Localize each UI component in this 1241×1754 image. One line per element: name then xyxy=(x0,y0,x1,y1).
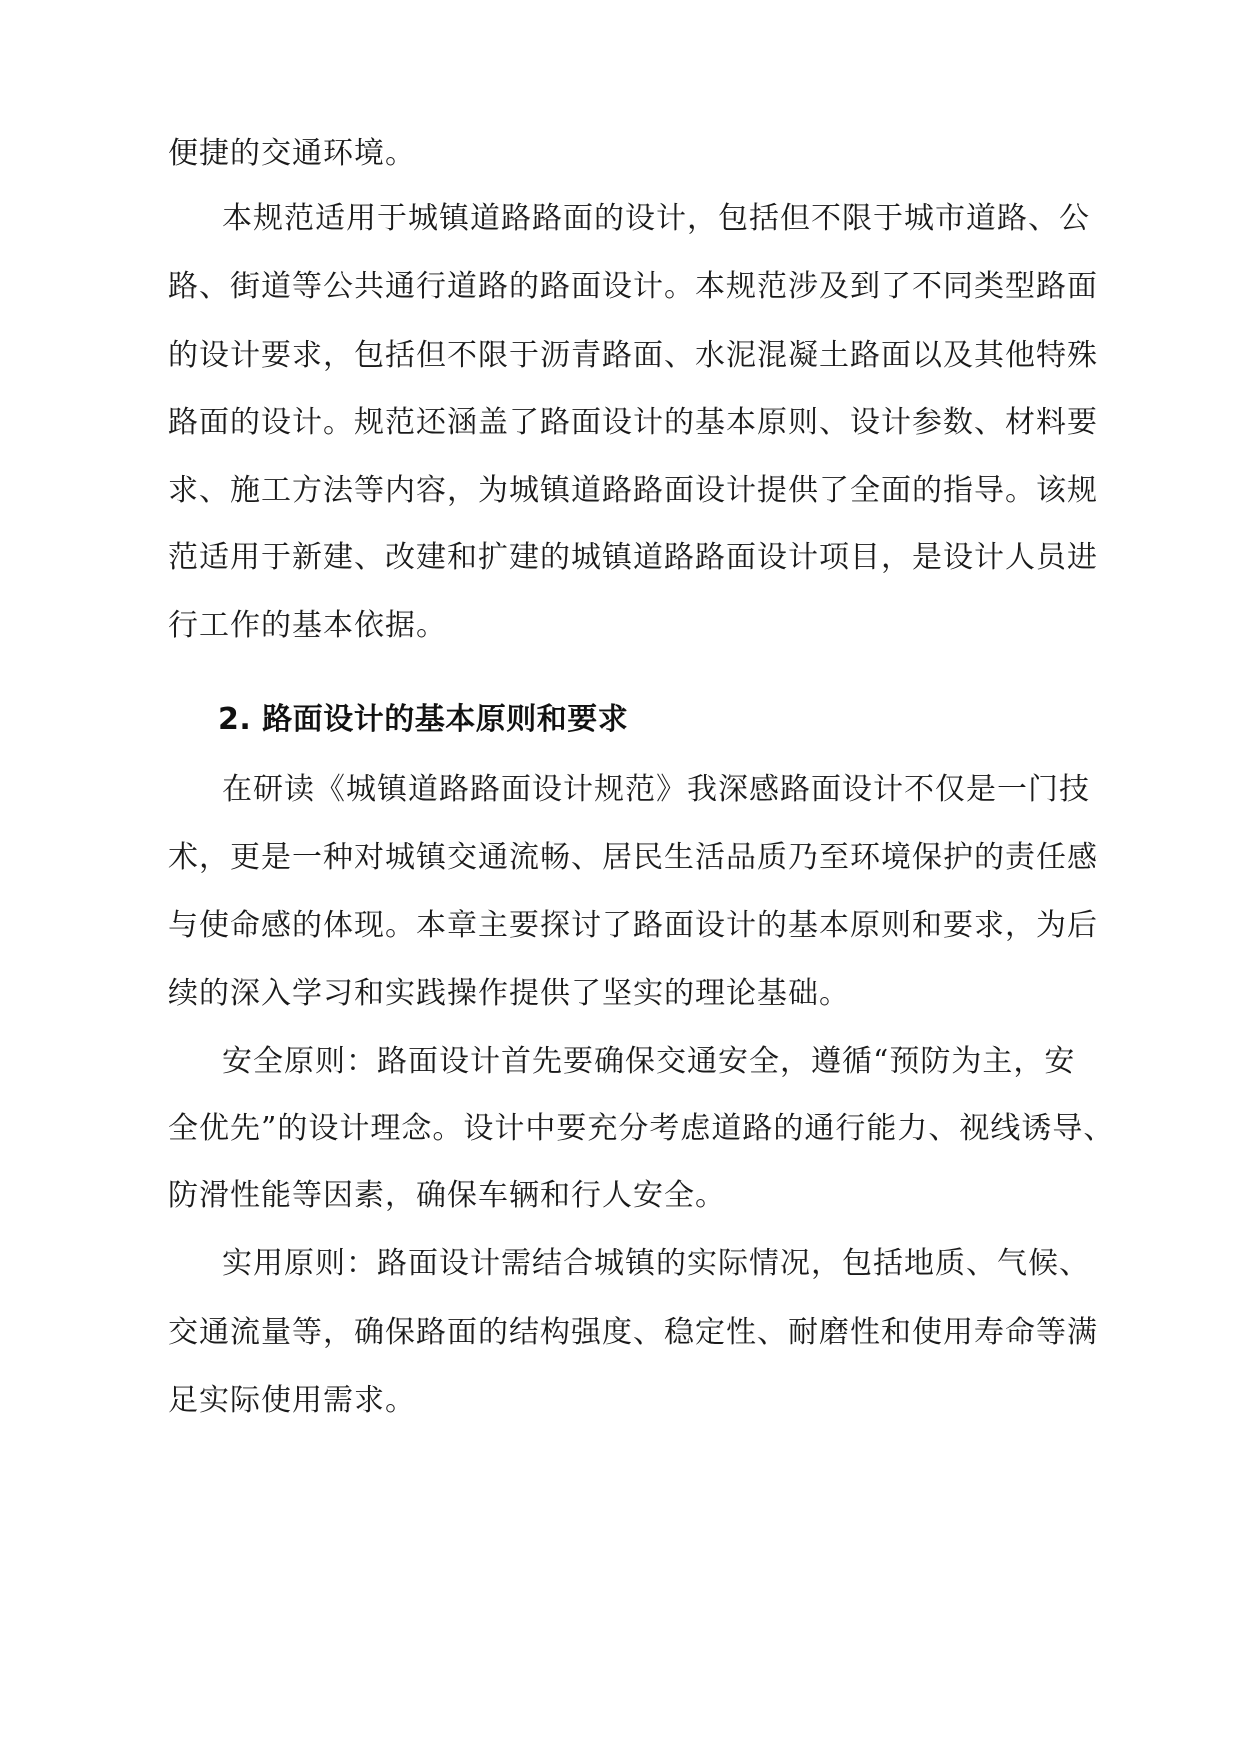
text-line: 足实际使用需求。 xyxy=(168,1383,416,1418)
text-line: 便捷的交通环境。 xyxy=(168,136,416,171)
text-line: 安全原则：路面设计首先要确保交通安全，遵循“预防为主，安 xyxy=(222,1044,1076,1079)
paragraph-line xyxy=(0,1034,1241,1090)
text-line: 本规范适用于城镇道路路面的设计，包括但不限于城市道路、公 xyxy=(222,201,1090,236)
section-heading xyxy=(0,692,1241,748)
text-line: 与使命感的体现。本章主要探讨了路面设计的基本原则和要求，为后 xyxy=(168,908,1098,943)
text-line: 实用原则：路面设计需结合城镇的实际情况，包括地质、气候、 xyxy=(222,1246,1090,1281)
heading-text: 2. 路面设计的基本原则和要求 xyxy=(218,702,629,737)
text-line: 路、街道等公共通行道路的路面设计。本规范涉及到了不同类型路面 xyxy=(168,269,1098,304)
text-line: 续的深入学习和实践操作提供了坚实的理论基础。 xyxy=(168,976,850,1011)
paragraph-line xyxy=(0,191,1241,247)
paragraph-line xyxy=(0,328,1241,384)
text-line: 路面的设计。规范还涵盖了路面设计的基本原则、设计参数、材料要 xyxy=(168,405,1098,440)
paragraph-line xyxy=(0,1236,1241,1292)
text-line: 求、施工方法等内容，为城镇道路路面设计提供了全面的指导。该规 xyxy=(168,473,1098,508)
text-line: 全优先”的设计理念。设计中要充分考虑道路的通行能力、视线诱导、 xyxy=(168,1111,1115,1146)
paragraph-line xyxy=(0,1373,1241,1429)
text-line: 行工作的基本依据。 xyxy=(168,608,447,643)
paragraph-line xyxy=(0,395,1241,451)
paragraph-line xyxy=(0,463,1241,519)
paragraph-line xyxy=(0,830,1241,886)
paragraph-line xyxy=(0,1305,1241,1361)
paragraph-line xyxy=(0,598,1241,654)
paragraph-line xyxy=(0,126,1241,182)
text-line: 的设计要求，包括但不限于沥青路面、水泥混凝土路面以及其他特殊 xyxy=(168,338,1098,373)
paragraph-line xyxy=(0,530,1241,586)
paragraph-line xyxy=(0,1101,1241,1157)
text-line: 在研读《城镇道路路面设计规范》我深感路面设计不仅是一门技 xyxy=(222,772,1090,807)
paragraph-line xyxy=(0,259,1241,315)
text-line: 范适用于新建、改建和扩建的城镇道路路面设计项目，是设计人员进 xyxy=(168,540,1098,575)
paragraph-line xyxy=(0,966,1241,1022)
paragraph-line xyxy=(0,762,1241,818)
text-line: 交通流量等，确保路面的结构强度、稳定性、耐磨性和使用寿命等满 xyxy=(168,1315,1098,1350)
paragraph-line xyxy=(0,1168,1241,1224)
text-line: 术，更是一种对城镇交通流畅、居民生活品质乃至环境保护的责任感 xyxy=(168,840,1098,875)
paragraph-line xyxy=(0,898,1241,954)
text-line: 防滑性能等因素，确保车辆和行人安全。 xyxy=(168,1178,726,1213)
